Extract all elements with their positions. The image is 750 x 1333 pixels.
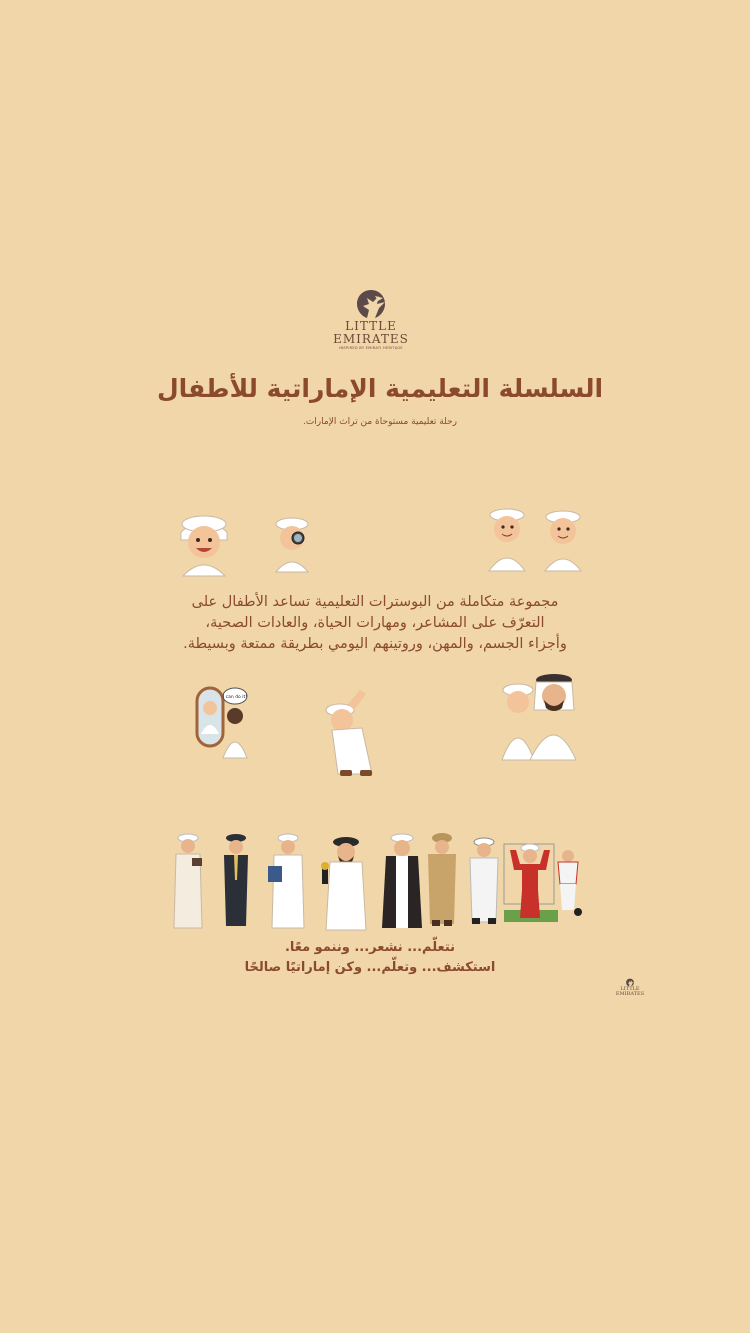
boy-stretching-illustration (322, 688, 384, 780)
description-line-2: التعرّف على المشاعر، ومهارات الحياة، والعادات الصحية، (205, 615, 545, 631)
boy-happy-illustration (175, 510, 233, 576)
footer-logo-line1: LITTLE (620, 986, 640, 992)
tagline-line-2: استكشف... وتعلّم... وكن إماراتيًا صالحًا (244, 960, 496, 975)
teacher-figure (174, 834, 202, 928)
two-boys-illustration (485, 505, 585, 571)
footer-logo (612, 978, 648, 997)
brand-name-line1: LITTLE (345, 319, 397, 333)
brand-logo (325, 288, 417, 350)
page-subtitle: رحلة تعليمية مستوحاة من تراث الإمارات. (302, 417, 458, 427)
tagline (200, 938, 540, 978)
page-title: السلسلة التعليمية الإماراتية للأطفال (156, 374, 604, 403)
goalkeeper-figure (504, 844, 558, 922)
elder-figure (382, 834, 422, 928)
father-son-illustration (498, 670, 578, 760)
brand-name-line2: EMIRATES (333, 332, 409, 346)
description-line-3: وأجزاء الجسم، والمهن، وروتينهم اليومي بطريقة ممتعة وبسيطة. (183, 636, 567, 652)
tagline-line-1: نتعلّم... نشعر... وننمو معًا. (284, 940, 456, 955)
boy-mirror-illustration (195, 686, 251, 758)
footballer-figure (558, 850, 582, 916)
professions-illustration (170, 830, 585, 934)
officer-figure (470, 838, 498, 924)
eagle-icon (353, 288, 389, 320)
doctor-figure (268, 834, 304, 928)
speech-bubble (223, 688, 247, 704)
description (150, 592, 600, 655)
speech-bubble-text: I can do it! (222, 695, 248, 700)
brand-tagline: INSPIRED BY EMIRATI HERITAGE (339, 346, 403, 350)
pilot-figure (224, 834, 248, 926)
reporter-figure (321, 837, 366, 930)
soldier-figure (428, 833, 456, 926)
description-line-1: مجموعة متكاملة من البوسترات التعليمية تساعد الأطفال على (191, 594, 559, 610)
footer-logo-line2: EMIRATES (615, 991, 645, 997)
boy-magnifier-illustration (272, 514, 316, 572)
